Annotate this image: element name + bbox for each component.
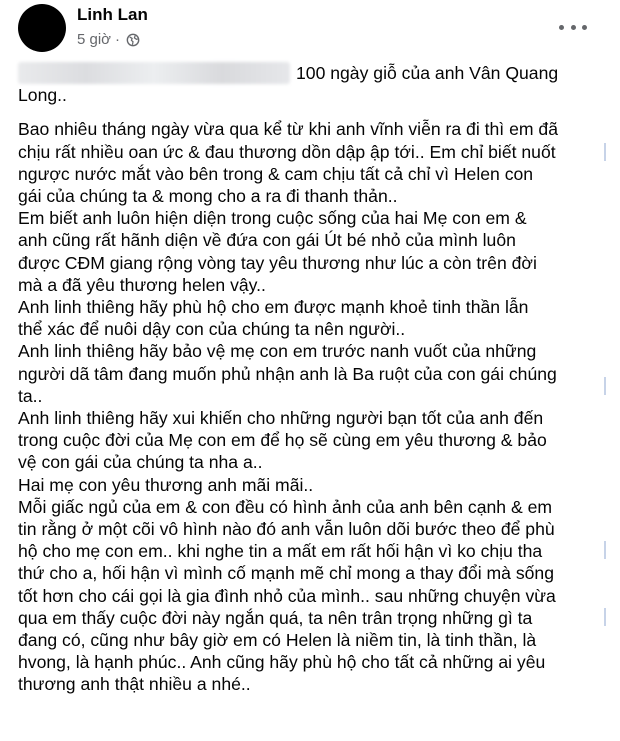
post-body-line: anh cũng rất hãnh diện về đứa con gái Út bé nhỏ của mình luôn [18, 230, 516, 251]
post-body-line: vệ con gái của chúng ta nha a.. [18, 452, 263, 473]
post-body-line: hvong, là hạnh phúc.. Anh cũng hãy phù hộ cho tất cả những ai yêu [18, 652, 546, 673]
post-body-line: tin rằng ở một cõi vô hình nào đó anh vẫn luôn dõi bước theo để phù [18, 519, 555, 540]
post-body-line: được CĐM giang rộng vòng tay yêu thương như lúc a còn trên đời [18, 252, 537, 273]
post-body-line: thương anh thật nhiều a nhé.. [18, 674, 251, 695]
post-first-line [18, 62, 608, 84]
meta-separator: · [115, 31, 121, 48]
post-body [18, 62, 608, 696]
post-body-line: Mỗi giấc ngủ của em & con đều có hình ảnh của anh bên cạnh & em [18, 496, 553, 517]
blurred-text [18, 62, 290, 84]
post-body-line: Em biết anh luôn hiện diện trong cuộc sống của hai Mẹ con em & [18, 208, 527, 229]
more-options-icon[interactable] [559, 19, 587, 35]
post-intro-line-2: Long.. [18, 85, 67, 106]
post-body-line: thứ cho a, hối hận vì mình cố mạnh mẽ chỉ mong a thay đổi mà sống [18, 563, 554, 584]
post-body-line: tốt hơn cho cái gọi là gia đình nhỏ của mình.. sau những chuyện vừa [18, 585, 556, 606]
author-name[interactable]: Linh Lan [77, 5, 148, 24]
post-body-line: gái của chúng ta & mong cho a ra đi thanh thản.. [18, 186, 398, 207]
post-body-line: Anh linh thiêng hãy phù hộ cho em được mạnh khoẻ tinh thần lẫn [18, 297, 529, 318]
post-body-line: qua em thấy cuộc đời này ngắn quá, ta nên trân trọng những gì ta [18, 607, 533, 628]
post-paragraphs [18, 118, 608, 695]
post-body-line: thể xác để nuôi dậy con của chúng ta nên người.. [18, 319, 406, 340]
post-body-line: hộ cho mẹ con em.. khi nghe tin a mất em rất hối hận vì ko chịu tha [18, 541, 543, 562]
post-meta [77, 31, 140, 49]
globe-icon[interactable] [126, 33, 140, 47]
post-body-line: ta.. [18, 385, 43, 406]
post-intro-line-1: 100 ngày giỗ của anh Vân Quang [296, 63, 559, 83]
post-body-line: Anh linh thiêng hãy bảo vệ mẹ con em trước nanh vuốt của những [18, 341, 537, 362]
post-body-line: Anh linh thiêng hãy xui khiến cho những người bạn tốt của anh đến [18, 408, 544, 429]
post-body-line: chịu rất nhiều oan ức & đau thương dồn dập ập tới.. Em chỉ biết nuốt [18, 141, 556, 162]
post-body-line: mà a đã yêu thương helen vậy.. [18, 274, 266, 295]
post-body-line: ngược nước mắt vào bên trong & cam chịu tất cả chỉ vì Helen con [18, 163, 534, 184]
post-body-line: người dã tâm đang muốn phủ nhận anh là Ba ruột của con gái chúng [18, 363, 557, 384]
post-time[interactable]: 5 giờ [77, 31, 112, 48]
post-header [0, 0, 620, 60]
post-body-line: Hai mẹ con yêu thương anh mãi mãi.. [18, 474, 314, 495]
scroll-edge [604, 0, 606, 741]
avatar[interactable] [18, 4, 66, 52]
post-body-line: Bao nhiêu tháng ngày vừa qua kể từ khi anh vĩnh viễn ra đi thì em đã [18, 119, 558, 140]
post-body-line: trong cuộc đời của Mẹ con em để họ sẽ cùng em yêu thương & bảo [18, 430, 547, 451]
post-body-line: đang có, cũng như bây giờ em có Helen là niềm tin, là tinh thần, là [18, 630, 537, 651]
